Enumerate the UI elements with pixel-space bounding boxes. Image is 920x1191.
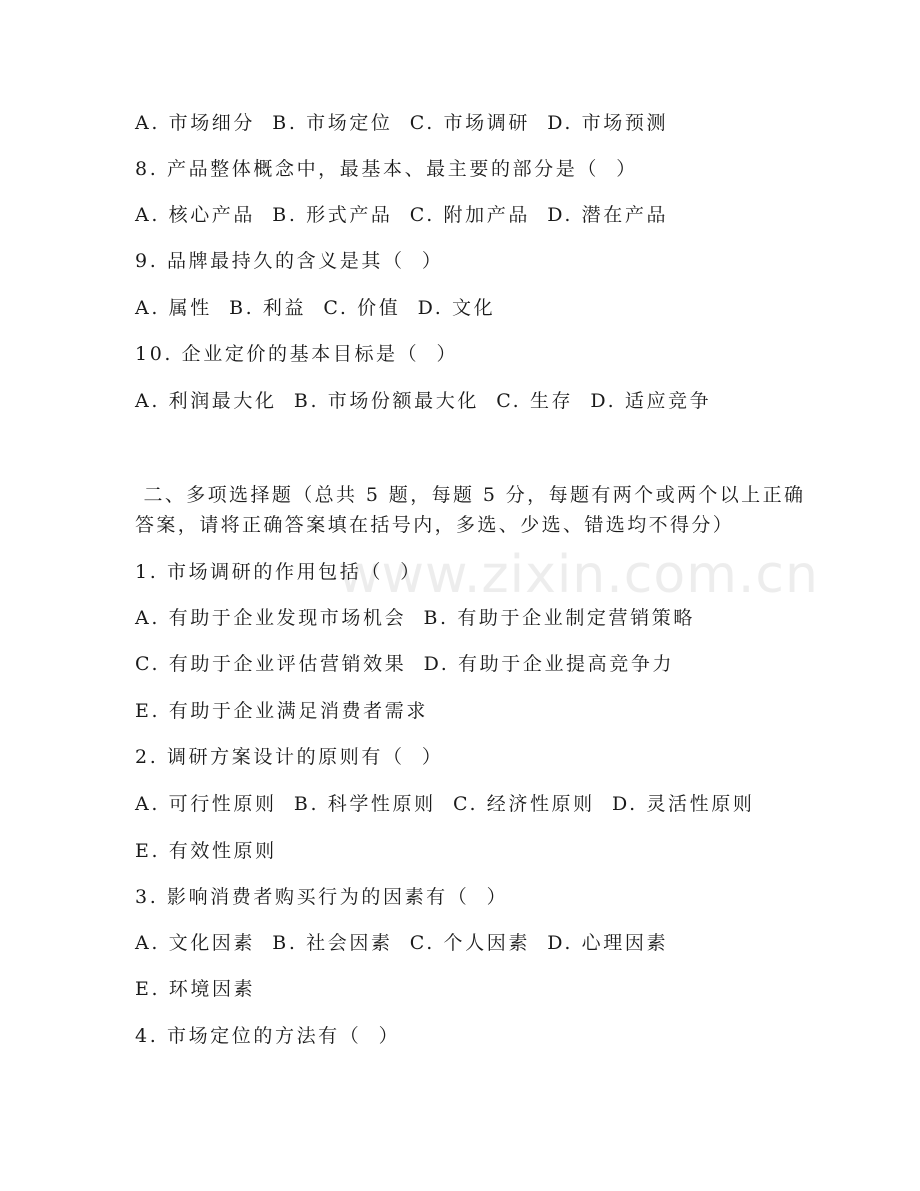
multi-question-4: 4. 市场定位的方法有（ ）: [135, 1025, 401, 1047]
multi-q1-options-ab: A. 有助于企业发现市场机会 B. 有助于企业制定营销策略: [135, 607, 695, 629]
question-8: 8. 产品整体概念中，最基本、最主要的部分是（ ）: [135, 158, 638, 180]
multi-q2-options-abcd: A. 可行性原则 B. 科学性原则 C. 经济性原则 D. 灵活性原则: [135, 793, 755, 815]
option-line-q9: A. 属性 B. 利益 C. 价值 D. 文化: [135, 297, 496, 319]
section-title-line-1: 二、多项选择题（总共 5 题，每题 5 分，每题有两个或两个以上正确: [135, 484, 806, 506]
multi-question-1: 1. 市场调研的作用包括（ ）: [135, 561, 422, 583]
option-line-q7: A. 市场细分 B. 市场定位 C. 市场调研 D. 市场预测: [135, 112, 669, 134]
question-9: 9. 品牌最持久的含义是其（ ）: [135, 250, 444, 272]
multi-q1-option-e: E. 有助于企业满足消费者需求: [135, 700, 428, 722]
multi-q1-options-cd: C. 有助于企业评估营销效果 D. 有助于企业提高竞争力: [135, 653, 675, 675]
multi-q3-option-e: E. 环境因素: [135, 978, 256, 1000]
option-line-q8: A. 核心产品 B. 形式产品 C. 附加产品 D. 潜在产品: [135, 204, 669, 226]
question-10: 10. 企业定价的基本目标是（ ）: [135, 343, 459, 365]
watermark: www.zixin.com.cn: [338, 545, 819, 605]
multi-question-3: 3. 影响消费者购买行为的因素有（ ）: [135, 886, 509, 908]
multi-question-2: 2. 调研方案设计的原则有（ ）: [135, 746, 444, 768]
multi-q2-option-e: E. 有效性原则: [135, 840, 277, 862]
multi-q3-options-abcd: A. 文化因素 B. 社会因素 C. 个人因素 D. 心理因素: [135, 932, 669, 954]
option-line-q10: A. 利润最大化 B. 市场份额最大化 C. 生存 D. 适应竞争: [135, 390, 712, 412]
section-title-line-2: 答案，请将正确答案填在括号内，多选、少选、错选均不得分）: [135, 514, 735, 536]
